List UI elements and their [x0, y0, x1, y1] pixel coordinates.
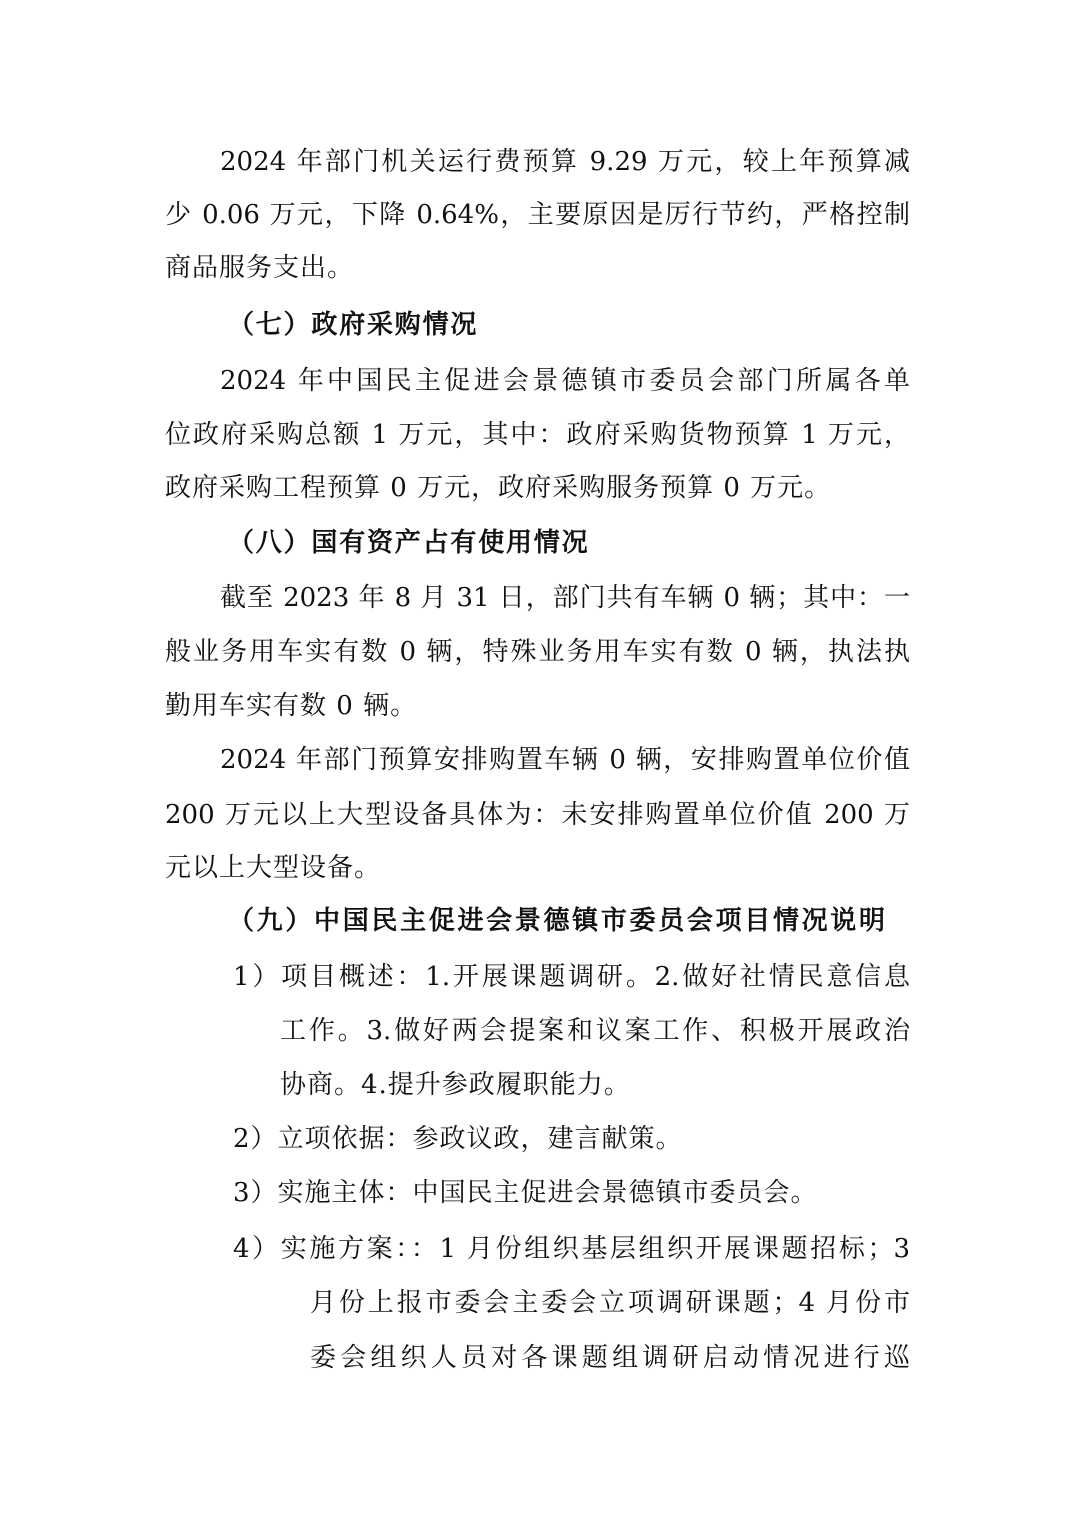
- list-item-line: 月份上报市委会主委会立项调研课题；4 月份市: [310, 1288, 910, 1318]
- paragraph-line: 政府采购工程预算 0 万元，政府采购服务预算 0 万元。: [165, 473, 832, 503]
- list-item-line: 协商。4.提升参政履职能力。: [280, 1070, 631, 1100]
- list-item-line: 1）项目概述：1.开展课题调研。2.做好社情民意信息: [233, 962, 910, 992]
- paragraph-line: 位政府采购总额 1 万元，其中：政府采购货物预算 1 万元，: [165, 420, 910, 450]
- paragraph-line: 商品服务支出。: [165, 253, 355, 283]
- list-item-line: 2）立项依据：参政议政，建言献策。: [233, 1124, 683, 1154]
- paragraph-line: 200 万元以上大型设备具体为：未安排购置单位价值 200 万: [165, 800, 910, 830]
- list-item-line: 工作。3.做好两会提案和议案工作、积极开展政治: [280, 1016, 910, 1046]
- paragraph-line: 勤用车实有数 0 辆。: [165, 691, 418, 721]
- list-item-line: 委会组织人员对各课题组调研启动情况进行巡: [310, 1343, 910, 1373]
- paragraph-line: 少 0.06 万元，下降 0.64%，主要原因是厉行节约，严格控制: [165, 200, 910, 230]
- list-item-line: 4）实施方案：：1 月份组织基层组织开展课题招标；3: [233, 1234, 910, 1264]
- paragraph-line: 般业务用车实有数 0 辆，特殊业务用车实有数 0 辆，执法执: [165, 637, 910, 667]
- section-heading-procurement: （七）政府采购情况: [228, 310, 479, 340]
- section-heading-assets: （八）国有资产占有使用情况: [228, 528, 590, 558]
- paragraph-line: 截至 2023 年 8 月 31 日，部门共有车辆 0 辆；其中：一: [220, 583, 910, 613]
- paragraph-line: 2024 年部门机关运行费预算 9.29 万元，较上年预算减: [220, 147, 910, 177]
- paragraph-line: 2024 年中国民主促进会景德镇市委员会部门所属各单: [220, 366, 910, 396]
- list-item-line: 3）实施主体：中国民主促进会景德镇市委员会。: [233, 1178, 818, 1208]
- section-heading-projects: （九）中国民主促进会景德镇市委员会项目情况说明: [228, 906, 885, 936]
- paragraph-line: 元以上大型设备。: [165, 853, 382, 883]
- paragraph-line: 2024 年部门预算安排购置车辆 0 辆，安排购置单位价值: [220, 745, 910, 775]
